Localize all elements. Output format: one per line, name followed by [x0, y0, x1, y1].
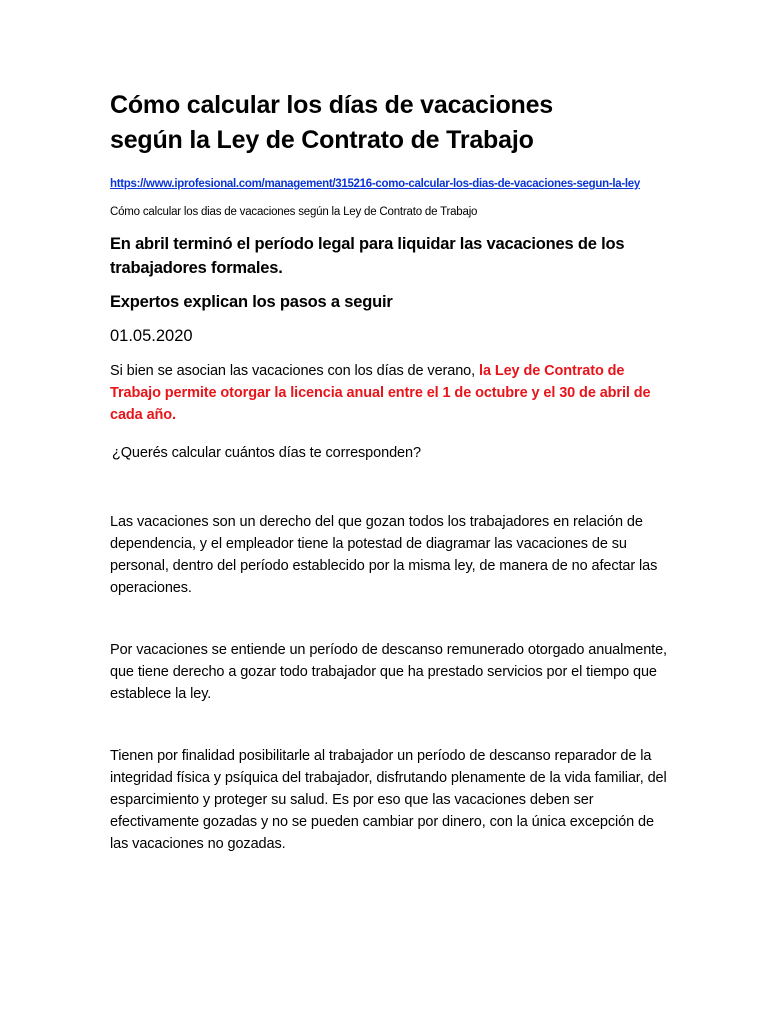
article-title-line-2: según la Ley de Contrato de Trabajo [110, 126, 534, 154]
source-link[interactable]: https://www.iprofesional.com/management/315216-como-calcular-los-dias-de-vacaciones-segun-la-ley [110, 178, 640, 190]
lead-paragraph-2: Expertos explican los pasos a seguir [110, 293, 393, 311]
intro-paragraph [110, 360, 670, 426]
article-title-line-1: Cómo calcular los días de vacaciones [110, 91, 553, 119]
article-subtitle: Cómo calcular los dias de vacaciones según la Ley de Contrato de Trabajo [110, 206, 478, 218]
lead-paragraph-1: En abril terminó el período legal para liquidar las vacaciones de los trabajadores formales. [110, 235, 625, 277]
intro-highlight: la Ley de Contrato de Trabajo permite otorgar la licencia anual entre el 1 de octubre y el 30 de abril de cada año. [110, 363, 651, 423]
publication-date: 01.05.2020 [110, 327, 193, 345]
question-text: ¿Querés calcular cuántos días te corresponden? [112, 445, 421, 461]
body-paragraph-3: Tienen por finalidad posibilitarle al trabajador un período de descanso reparador de la integridad física y psíquica del trabajador, disfrutando plenamente de la vida familiar, del esparcimiento y proteger su salud. Es por eso que las vacaciones deben ser efectivamente gozadas y no se pueden cambiar por dinero, con la única excepción de las vacaciones no gozadas. [110, 748, 667, 852]
body-paragraph-2: Por vacaciones se entiende un período de descanso remunerado otorgado anualmente, que tiene derecho a gozar todo trabajador que ha prestado servicios por el tiempo que establece la ley. [110, 642, 667, 702]
intro-text: Si bien se asocian las vacaciones con los días de verano, [110, 363, 480, 379]
article-title [110, 88, 670, 158]
article-body [110, 88, 670, 855]
body-paragraph-1: Las vacaciones son un derecho del que gozan todos los trabajadores en relación de dependencia, y el empleador tiene la potestad de diagramar las vacaciones de su personal, dentro del período establecido por la misma ley, de manera de no afectar las operaciones. [110, 514, 658, 596]
